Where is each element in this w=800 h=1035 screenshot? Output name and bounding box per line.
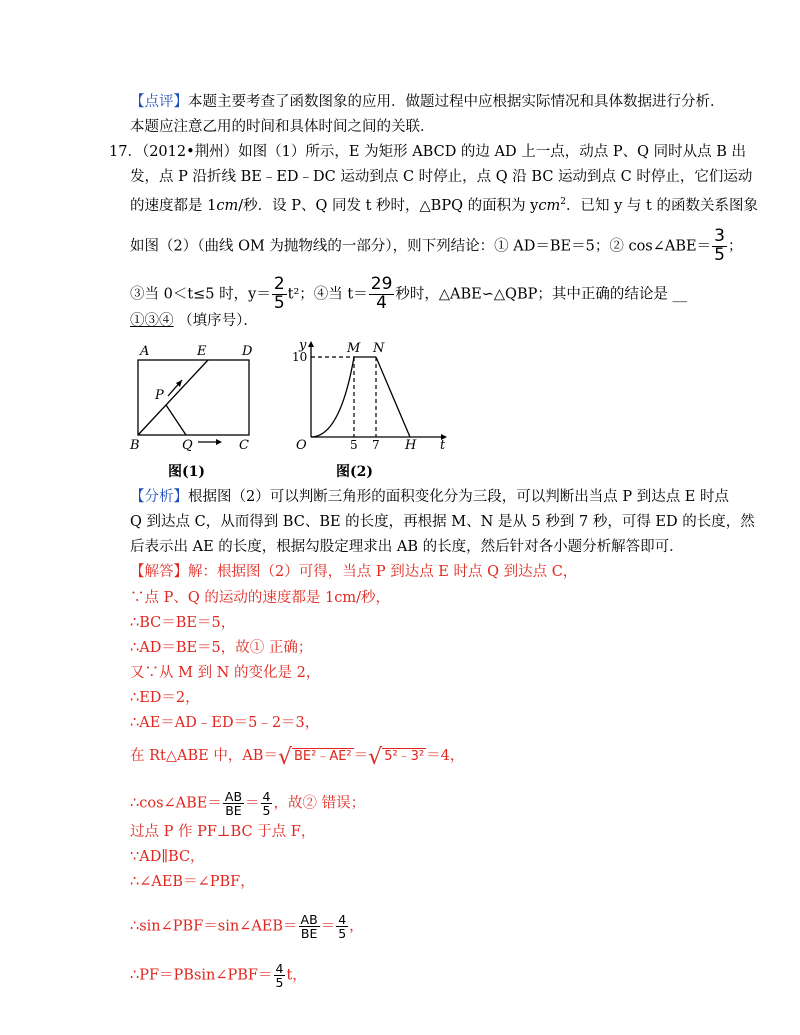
solution-text-7: ∴AE＝AD﹣ED＝5﹣2＝3， [130, 715, 320, 731]
solution-line-10 [130, 822, 315, 842]
fraction-4-5: $\frac{4}{5}$ [262, 789, 271, 819]
solution-line-5 [130, 663, 320, 683]
label-b: B [130, 438, 140, 453]
label-m: M [347, 341, 361, 356]
analysis-line-3 [130, 537, 684, 557]
analysis-line-1 [130, 487, 729, 507]
problem-source: （2012•荆州） [141, 144, 239, 160]
problem-text-3b: /秒．设 P、Q 同发 t 秒时，△BPQ 的面积为 y [238, 197, 539, 214]
problem-line-5: ③当 0＜t≤5 时，y＝ $\frac{2}{5}$ t²；④当 t＝ $\frac{29}{4}$ 秒时，△ABE∽△QBP；其中正确的结论是 __ [130, 274, 687, 313]
fraction-4-5-3: $\frac{4}{5}$ [275, 961, 284, 991]
solution-text-5: 又∵从 M 到 N 的变化是 2， [130, 665, 321, 681]
analysis-text-3: 后表示出 AE 的长度，根据勾股定理求出 AB 的长度，然后针对各小题分析解答即可． [130, 539, 684, 555]
problem-text-3a: 的速度都是 1 [130, 197, 217, 214]
solution-text-14a: ∴PF＝PBsin∠PBF＝ [130, 967, 273, 984]
problem-text-3c: ．已知 y 与 t 的函数关系图象 [565, 197, 758, 214]
segment-nh [376, 357, 410, 437]
problem-line-3: 的速度都是 1cm/秒．设 P、Q 同发 t 秒时，△BPQ 的面积为 ycm$^2$．已知 y 与 t 的函数关系图象 [130, 197, 758, 214]
problem-line-1 [109, 142, 746, 162]
curve-om [311, 357, 354, 437]
sqrt-2: √ 5²﹣3² [368, 745, 425, 770]
arrow-q-head [216, 439, 222, 445]
analysis-line-2 [130, 512, 755, 532]
label-p: P [155, 388, 164, 403]
unit-cm2: cm [538, 197, 561, 214]
solution-text-10: 过点 P 作 PF⊥BC 于点 F， [130, 824, 316, 840]
fraction-t: $\frac{29}{4}$ [370, 274, 393, 313]
solution-line-11 [130, 847, 205, 867]
solution-line-14 [130, 962, 307, 989]
problem-text-5c: 秒时，△ABE∽△QBP；其中正确的结论是 [395, 286, 668, 303]
segment-be [138, 360, 208, 435]
solution-text-12: ∴∠AEB＝∠PBF， [130, 874, 255, 890]
label-d: D [242, 344, 253, 359]
t-tick-5: 5 [350, 438, 358, 452]
axis-t-label: t [440, 438, 446, 453]
unit-cm: cm [216, 197, 239, 214]
solution-text-9b: ，故② 错误； [273, 795, 366, 812]
analysis-tag: 【分析】 [130, 489, 188, 505]
review-tag: 【点评】 [130, 94, 188, 110]
axis-y-label: y [299, 338, 307, 353]
answer-blank: ①③④ [130, 313, 174, 329]
solution-line-1 [130, 562, 577, 582]
problem-line-6 [130, 311, 258, 331]
problem-text-2: 发，点 P 沿折线 BE﹣ED﹣DC 运动到点 C 时停止，点 Q 沿 BC 运动到点 C 时停止，它们运动 [130, 169, 753, 185]
solution-text-1: 解：根据图（2）可得，当点 P 到达点 E 时点 Q 到达点 C， [188, 564, 578, 580]
solution-tag: 【解答】 [130, 564, 188, 580]
figure-1-caption: 图(1) [168, 464, 205, 480]
label-h: H [405, 438, 417, 453]
figure-1 [120, 338, 270, 483]
analysis-text-1: 根据图（2）可以判断三角形的面积变化分为三段，可以判断出当点 P 到达点 E 时点 [188, 489, 729, 505]
solution-text-8b: ＝4， [426, 748, 465, 764]
solution-text-13a: ∴sin∠PBF＝sin∠AEB＝ [130, 918, 298, 935]
problem-number: 17． [109, 144, 142, 160]
fraction-4-5-2: $\frac{4}{5}$ [338, 912, 347, 942]
analysis-text-2: Q 到达点 C，从而得到 BC、BE 的长度，再根据 M、N 是从 5 秒到 7 秒，可得 ED 的长度，然 [130, 514, 755, 530]
sqrt-1: √ BE²﹣AE² [277, 745, 352, 770]
review-line-2 [130, 117, 435, 137]
fraction-cos: $\frac{3}{5}$ [714, 226, 725, 265]
fraction-ab-be-2: $\frac{AB}{BE}$ [300, 912, 318, 942]
problem-text-6: （填序号）． [178, 313, 258, 329]
label-a: A [140, 344, 150, 359]
review-line-1 [130, 92, 725, 112]
problem-text-5b: t²；④当 t＝ [287, 286, 368, 303]
solution-line-8: 在 Rt△ABE 中，AB＝√ BE²﹣AE² ＝√ 5²﹣3² ＝4， [130, 745, 465, 770]
review-text-2: 本题应注意乙用的时间和具体时间之间的关联． [130, 119, 435, 135]
problem-text-1: 如图（1）所示，E 为矩形 ABCD 的边 AD 上一点，动点 P、Q 同时从点 B 出 [238, 144, 746, 160]
solution-line-2 [130, 588, 390, 608]
solution-text-6: ∴ED＝2， [130, 690, 200, 706]
label-c: C [239, 438, 249, 453]
fraction-ab-be: $\frac{AB}{BE}$ [224, 789, 243, 819]
solution-text-11: ∵AD∥BC， [130, 849, 205, 865]
label-e: E [197, 344, 207, 359]
label-q: Q [182, 438, 193, 453]
solution-line-6 [130, 688, 200, 708]
solution-text-3: ∴BC＝BE＝5， [130, 615, 236, 631]
figure-2 [282, 335, 452, 483]
solution-line-12 [130, 872, 255, 892]
solution-line-7 [130, 713, 319, 733]
y-axis-arrow [308, 341, 314, 347]
segment-pq [166, 405, 186, 435]
label-n: N [373, 341, 385, 356]
solution-line-4 [130, 638, 312, 658]
origin-label: O [296, 438, 307, 453]
solution-text-4: ∴AD＝BE＝5，故① 正确； [130, 640, 313, 656]
figure-2-caption: 图(2) [336, 464, 373, 480]
solution-text-13b: ， [349, 918, 364, 935]
solution-text-2: ∵点 P、Q 的运动的速度都是 1cm/秒， [130, 590, 390, 606]
solution-line-3 [130, 613, 235, 633]
problem-text-5a: ③当 0＜t≤5 时，y＝ [130, 286, 271, 303]
problem-line-2 [130, 167, 752, 187]
problem-line-4: 如图（2）（曲线 OM 为抛物线的一部分），则下列结论：① AD＝BE＝5；② cos∠ABE＝ $\frac{3}{5}$ ； [130, 226, 743, 265]
solution-text-14b: t， [286, 967, 307, 984]
y-tick-10: 10 [292, 350, 308, 364]
problem-text-4: 如图（2）（曲线 OM 为抛物线的一部分），则下列结论：① AD＝BE＝5；② cos∠ABE＝ [130, 238, 712, 255]
solution-line-9: ∴cos∠ABE＝ $\frac{AB}{BE}$ ＝ $\frac{4}{5}$ ，故② 错误； [130, 789, 366, 819]
solution-text-9a: ∴cos∠ABE＝ [130, 795, 222, 812]
solution-line-13: ∴sin∠PBF＝sin∠AEB＝ $\frac{AB}{BE}$ ＝ $\frac{4}{5}$ ， [130, 912, 364, 942]
solution-text-8a: 在 Rt△ABE 中，AB＝ [130, 748, 278, 764]
fraction-y: $\frac{2}{5}$ [273, 274, 285, 313]
review-text-1: 本题主要考查了函数图象的应用．做题过程中应根据实际情况和具体数据进行分析． [188, 94, 725, 110]
t-tick-7: 7 [372, 438, 380, 452]
